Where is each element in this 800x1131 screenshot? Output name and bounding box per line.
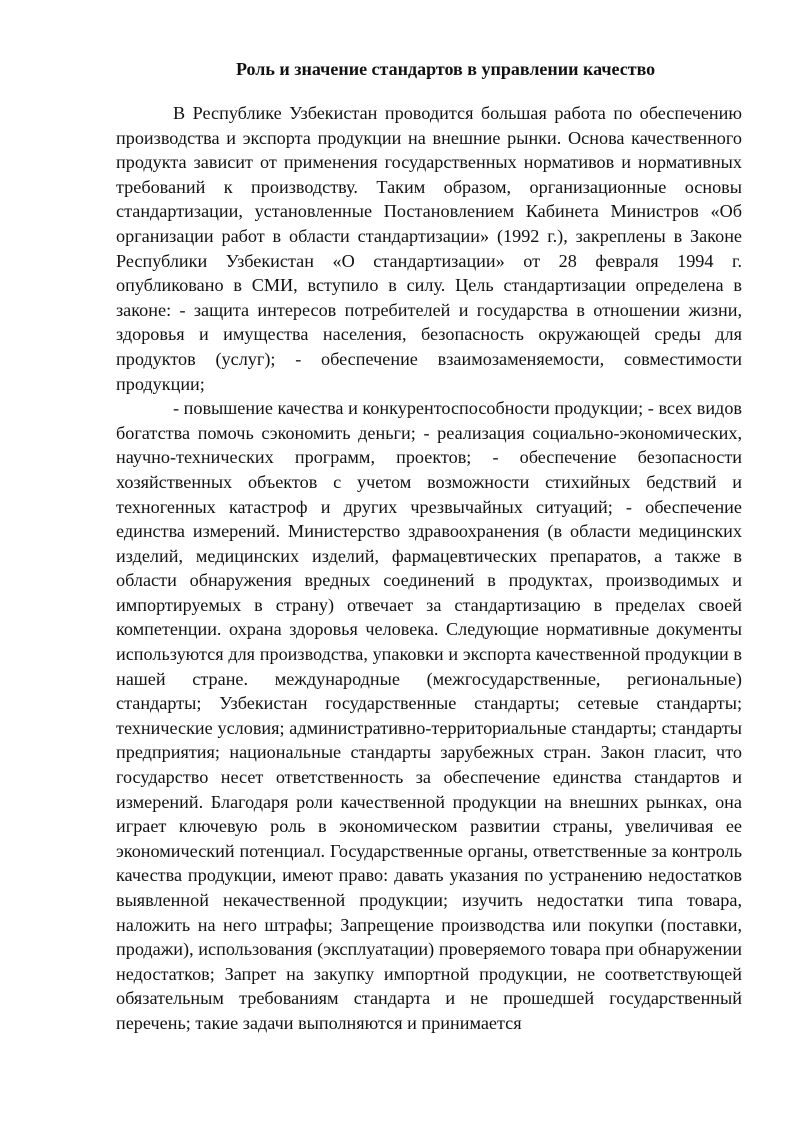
document-title: Роль и значение стандартов в управлении качество xyxy=(236,59,656,79)
body-paragraph-2: - повышение качества и конкурентоспособности продукции; - всех видов богатства помочь сэкономить деньги; - реализация социально-экономических, научно-технических программ, проектов; - обеспечение безопасности хозяйственных объектов с учетом возможности стихийных бедствий и техногенных катастроф и других чрезвычайных ситуаций; - обеспечение единства измерений. Министерство здравоохранения (в области медицинских изделий, медицинских изделий, фармацевтических препаратов, а также в области обнаружения вредных соединений в продуктах, производимых и импортируемых в страну) отвечает за стандартизацию в пределах своей компетенции. охрана здоровья человека. Следующие нормативные документы используются для производства, упаковки и экспорта качественной продукции в нашей стране. международные (межгосударственные, региональные) стандарты; Узбекистан государственные стандарты; сетевые стандарты; технические условия; административно-территориальные стандарты; стандарты предприятия; национальные стандарты зарубежных стран. Закон гласит, что государство несет ответственность за обеспечение единства стандартов и измерений. Благодаря роли качественной продукции на внешних рынках, она играет ключевую роль в экономическом развитии страны, увеличивая ее экономический потенциал. Государственные органы, ответственные за контроль качества продукции, имеют право: давать указания по устранению недостатков выявленной некачественной продукции; изучить недостатки типа товара, наложить на него штрафы; Запрещение производства или покупки (поставки, продажи), использования (эксплуатации) проверяемого товара при обнаружении недостатков; Запрет на закупку импортной продукции, не соответствующей обязательным требованиям стандарта и не прошедшей государственный перечень; такие задачи выполняются и принимается xyxy=(116,398,742,1033)
body-paragraph-1: В Республике Узбекистан проводится большая работа по обеспечению производства и экспорта продукции на внешние рынки. Основа качественного продукта зависит от применения государственных нормативов и нормативных требований к производству. Таким образом, организационные основы стандартизации, установленные Постановлением Кабинета Министров «Об организации работ в области стандартизации» (1992 г.), закреплены в Законе Республики Узбекистан «О стандартизации» от 28 февраля 1994 г. опубликовано в СМИ, вступило в силу. Цель стандартизации определена в законе: - защита интересов потребителей и государства в отношении жизни, здоровья и имущества населения, безопасность окружающей среды для продуктов (услуг); - обеспечение взаимозаменяемости, совместимости продукции; xyxy=(116,103,742,394)
